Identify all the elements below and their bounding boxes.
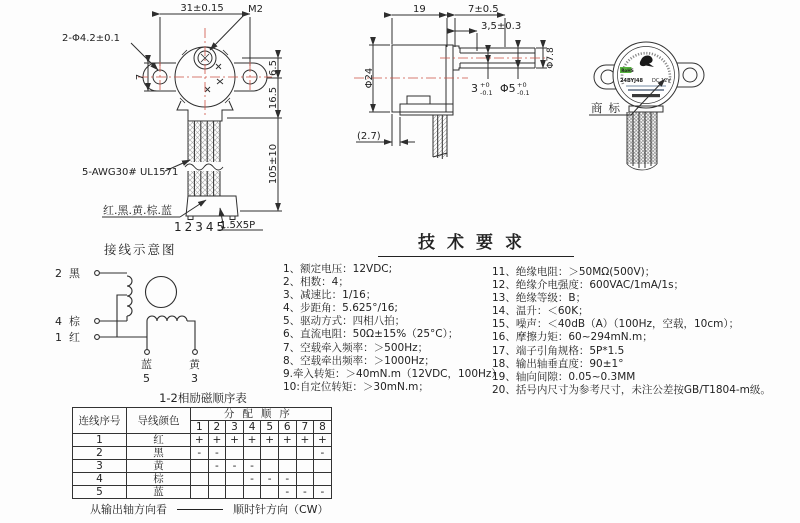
terminal-4-color: 棕 [69,315,80,328]
table-row [73,434,332,447]
label-model: 24BYJ48 [620,78,643,84]
seq-cell [314,460,332,473]
step-header: 1 [191,421,209,434]
tech-item: 17、端子引角规格：5P*1.5 [492,344,625,357]
seq-cell [226,486,244,499]
rotation-note-rule [177,509,223,510]
tech-item: 11、绝缘电阻：＞50MΩ(500V)； [492,266,656,278]
seq-cell: - [191,447,209,460]
seq-cell [278,447,296,460]
terminal-5-num: 5 [143,372,150,385]
ref-label: (2.7) [357,131,381,142]
seq-cell [278,460,296,473]
wire-no: 1 [73,434,127,447]
dim-a-label: 6.5 [268,60,279,76]
step-header: 4 [243,421,261,434]
ribbon-cable [185,121,223,196]
tech-item: 19、轴向间隙：0.05~0.3MM [492,370,636,383]
step-header: 8 [314,421,332,434]
shaft-len-label: 7±0.5 [468,4,499,15]
seq-cell [208,486,226,499]
rotation-note-right: 顺时针方向（CW） [233,503,329,516]
header-sequence: 分配顺序 [191,408,332,421]
label-bottom-bar [632,94,660,97]
rohs-text: RoHS [621,67,634,73]
wire-color: 黄 [127,460,191,473]
terminal-3-num: 3 [191,372,198,385]
header-wire-color: 导线颜色 [127,408,191,434]
terminal-2-num: 2 [55,267,62,280]
svg-text:-0.1: -0.1 [517,89,530,97]
header-wire-no: 连线序号 [73,408,127,434]
tech-item: 8、空载牵出频率：＞1000Hz； [283,354,435,367]
seq-cell: + [314,434,332,447]
terminal-4-num: 4 [55,315,62,328]
front-view-drawing [30,0,340,240]
seq-cell: - [278,486,296,499]
seq-cell [226,473,244,486]
wiring-diagram [40,240,280,390]
seq-cell [191,460,209,473]
seq-cell: + [208,434,226,447]
tech-item: 9.牵入转矩：＞40mN.m（12VDC，100Hz） [283,367,502,380]
seq-cell: - [296,486,314,499]
step-header: 7 [296,421,314,434]
wire-no: 4 [73,473,127,486]
step-header: 5 [261,421,279,434]
tech-item: 16、摩擦力矩：60~294mN.m； [492,331,653,344]
motor-body-side [392,45,453,115]
seq-cell [243,447,261,460]
dim-flat [482,53,494,79]
tech-item: 12、绝缘介电强度：600VAC/1mA/1s； [492,279,685,292]
step-header: 2 [208,421,226,434]
body-dia-label: Φ24 [364,67,375,89]
wiring-title: 接线示意图 [104,242,177,257]
seq-cell: + [226,434,244,447]
table-row [73,447,332,460]
boss-dia-label: Φ7.8 [546,47,556,69]
terminal-2-color: 黑 [69,267,80,280]
connector-spec-label: 1.5X5P [220,220,256,231]
wire-no: 3 [73,460,127,473]
seq-cell: + [191,434,209,447]
wire-no: 2 [73,447,127,460]
dim-b-label: 16.5 [268,86,279,110]
wire-len-label: 105±10 [268,143,279,185]
tech-item: 18、输出轴垂直度：90±1° [492,357,624,370]
excitation-sequence-table [72,407,332,499]
dim-hole-span-label: 31±0.15 [180,3,224,14]
wire-no: 5 [73,486,127,499]
centerlines [138,28,272,118]
trademark-label: 商标 [591,101,626,115]
seq-cell: - [278,473,296,486]
seq-cell: + [296,434,314,447]
pin-numbers-label: 12345 [174,220,228,234]
wire-color: 蓝 [127,486,191,499]
seq-cell [261,486,279,499]
screw-label: M2 [248,4,263,15]
label-voltage: DC 12V [652,78,671,84]
tech-requirements-right-column [492,266,798,397]
terminal-1-color: 红 [69,331,80,344]
table-row [73,486,332,499]
wire-color: 红 [127,434,191,447]
tech-item: 6、直流电阻：50Ω±15%（25°C）； [283,328,459,341]
m2-leader [210,13,246,50]
dim-ear-label: 7 [135,73,146,81]
seq-cell: + [278,434,296,447]
holes-label: 2-Φ4.2±0.1 [62,33,121,44]
terminal-3-color: 黄 [189,358,200,371]
terminal-5-color: 蓝 [141,358,152,371]
table-row [73,460,332,473]
flat-tolerance [471,81,493,97]
seq-cell [296,447,314,460]
table-row [73,473,332,486]
terminal-dots [95,271,198,355]
product-photo [575,15,800,180]
seq-cell [296,473,314,486]
wire-spec-label: 5-AWG30# UL1571 [82,167,179,178]
tech-item: 4、步距角：5.625°/16; [283,302,398,315]
seq-cell [261,460,279,473]
tech-item: 13、绝缘等级：B； [492,292,587,305]
side-ribbon [433,115,447,159]
tech-item: 14、温升：＜60K； [492,305,589,318]
svg-text:3: 3 [471,82,478,95]
tech-item: 20、括号内尺寸为参考尺寸，未注公差按GB/T1804-m级。 [492,383,771,396]
seq-cell: - [243,473,261,486]
svg-text:+0: +0 [517,81,527,89]
rotor-circle [146,277,177,308]
holes-leader [131,43,158,70]
tech-item: 3、减速比：1/16； [283,289,377,302]
tech-requirements-title: 技术要求 [378,228,574,257]
seq-cell: - [261,473,279,486]
svg-text:-0.1: -0.1 [480,89,493,97]
sequence-table-title: 1-2相励磁顺序表 [159,391,247,405]
seq-cell: + [261,434,279,447]
seq-cell [191,473,209,486]
step-header: 6 [278,421,296,434]
seq-cell [314,473,332,486]
tech-item: 15、噪声：＜40dB（A）（100Hz，空载，10cm）； [492,318,740,331]
seq-cell [296,460,314,473]
seq-cell: + [243,434,261,447]
dim-body-len [392,15,447,47]
seq-cell: - [314,447,332,460]
tech-item: 1、额定电压：12VDC; [283,263,393,275]
seq-cell [226,447,244,460]
wire-colors-label: 红.黑.黄.棕.蓝 [103,204,172,217]
side-view-drawing [340,0,555,200]
wire-color: 棕 [127,473,191,486]
body-len-label: 19 [413,4,426,15]
tech-item: 2、相数：4； [283,276,349,289]
rotation-note-left: 从输出轴方向看 [90,503,167,516]
seq-cell [191,486,209,499]
seq-cell: - [208,460,226,473]
rotation-direction-note [90,501,329,517]
dim-right-stack [227,58,282,211]
seq-cell [208,473,226,486]
seq-cell [261,447,279,460]
terminal-1-num: 1 [55,331,62,344]
tech-item: 7、空载牵入频率：＞500Hz； [283,341,429,354]
svg-text:Φ5: Φ5 [500,82,516,95]
seq-cell: - [226,460,244,473]
tech-item: 10:自定位转矩：＞30mN.m； [283,380,429,393]
seq-cell [243,486,261,499]
tech-requirements-left-column [283,263,502,394]
shaft-tolerance [500,81,530,97]
step-header: 3 [226,421,244,434]
seq-cell: - [243,460,261,473]
svg-text:+0: +0 [480,81,490,89]
tech-item: 5、驱动方式：四相八拍； [283,315,406,328]
flat-len-label: 3,5±0.3 [481,21,522,32]
photo-ribbon [627,112,657,170]
seq-cell: - [314,486,332,499]
wire-color: 黑 [127,447,191,460]
coil-a [99,273,132,337]
seq-cell: - [208,447,226,460]
